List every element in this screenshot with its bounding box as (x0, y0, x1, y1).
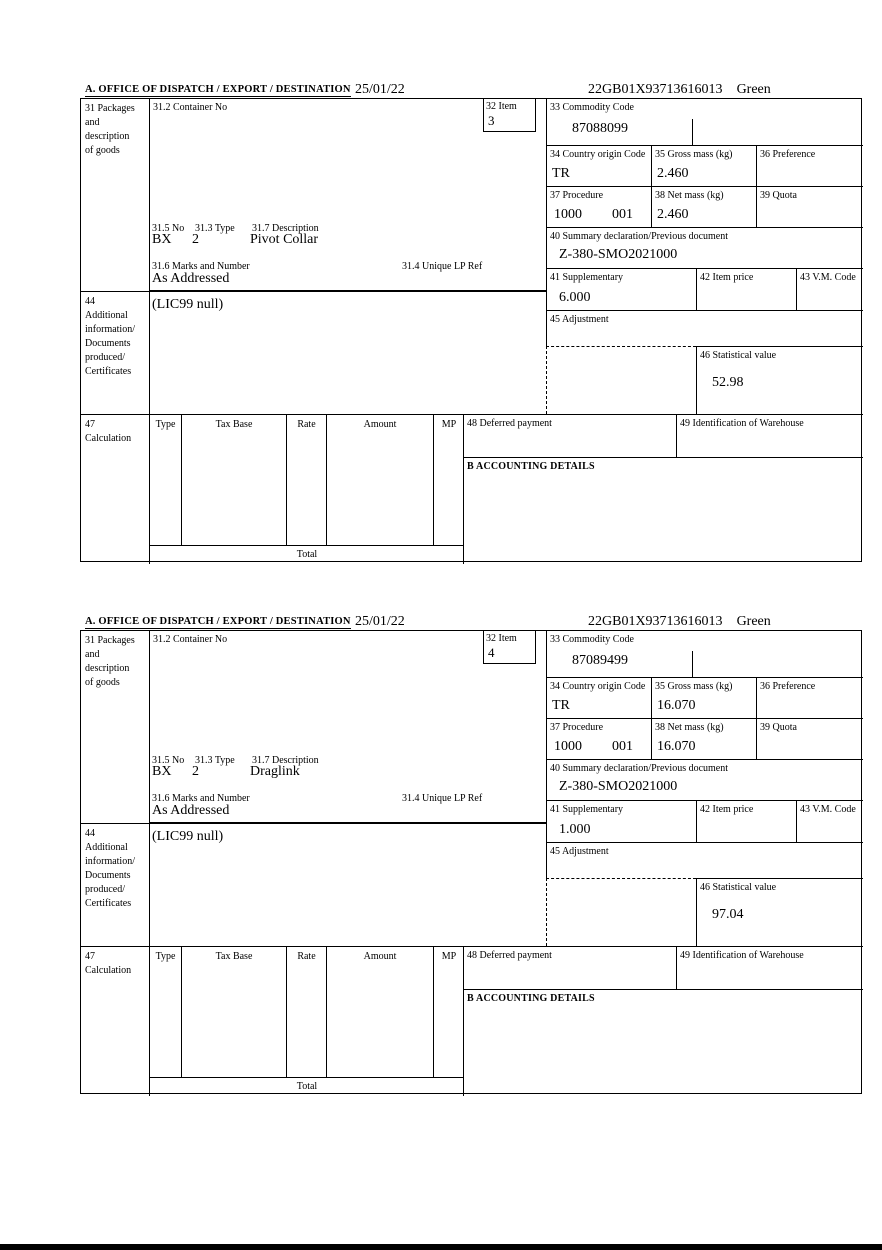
declaration-item-section (0, 614, 882, 1146)
section-header (0, 614, 882, 630)
box42-item-price (696, 269, 796, 311)
box49-warehouse-identification (676, 947, 863, 989)
country-origin-value: TR (552, 166, 570, 181)
summary-declaration-label: 40 Summary declaration/Previous document (550, 763, 729, 774)
box31-label-line: 31 Packages (85, 635, 135, 646)
box31-packages-label (81, 99, 149, 291)
mrn-number: 22GB01X93713616013 (588, 82, 723, 97)
box44-label-line: produced/ (85, 352, 125, 363)
marks-and-number-label: 31.6 Marks and Number (152, 793, 250, 804)
box31-label-line: of goods (85, 677, 120, 688)
box39-quota (756, 187, 863, 228)
tax-column-type: Type (150, 415, 182, 545)
item-number-value: 3 (488, 113, 495, 128)
commodity-code-value: 87089499 (572, 653, 628, 668)
commodity-code-label: 33 Commodity Code (550, 102, 634, 113)
box33-commodity-code (546, 631, 863, 678)
gross-mass-value: 16.070 (657, 698, 696, 713)
box31-label-line: of goods (85, 145, 120, 156)
commodity-code-value: 87088099 (572, 121, 628, 136)
package-type-value: 2 (192, 764, 199, 779)
adjustment-label: 45 Adjustment (550, 846, 609, 857)
box36-preference (756, 678, 863, 719)
accounting-details-area (463, 457, 863, 564)
box44-additional-info-area (149, 291, 546, 414)
box35-gross-mass (651, 678, 756, 719)
package-no-value: BX (152, 232, 172, 247)
marks-and-number-value: As Addressed (152, 803, 230, 818)
country-origin-label: 34 Country origin Code (550, 149, 646, 160)
dashed-spare-area (546, 346, 696, 414)
net-mass-label: 38 Net mass (kg) (655, 722, 724, 733)
procedure-value (554, 739, 633, 755)
box47-calculation-row (81, 414, 863, 563)
item-label: 32 Item (486, 101, 517, 112)
box35-gross-mass (651, 146, 756, 187)
box44-label-line: Additional (85, 842, 128, 853)
box47-label-line: Calculation (85, 965, 132, 976)
country-origin-value: TR (552, 698, 570, 713)
tax-column-amount: Amount (327, 947, 434, 1077)
declaration-item-section (0, 82, 882, 614)
box44-label-line: Documents (85, 338, 131, 349)
net-mass-label: 38 Net mass (kg) (655, 190, 724, 201)
goods-description-label: 31.7 Description (252, 223, 319, 234)
section-header (0, 82, 882, 98)
box38-net-mass (651, 719, 756, 760)
procedure-code: 1000 (554, 739, 582, 754)
package-no-label: 31.5 No (152, 755, 185, 766)
statistical-value: 97.04 (712, 907, 744, 922)
page-bottom-edge (0, 1244, 882, 1250)
item-label: 32 Item (486, 633, 517, 644)
commodity-code-divider (692, 651, 693, 677)
vm-code-label: 43 V.M. Code (800, 804, 856, 815)
box46-statistical-value (696, 878, 863, 946)
tax-calculation-table (149, 947, 463, 1096)
tax-calculation-table (149, 415, 463, 564)
routing-channel: Green (736, 82, 771, 97)
box44-label-line: information/ (85, 856, 135, 867)
tax-column-tax-base: Tax Base (182, 947, 287, 1077)
supplementary-value: 1.000 (559, 822, 591, 837)
accounting-details-label: B ACCOUNTING DETAILS (467, 993, 595, 1004)
previous-document-value: Z-380-SMO2021000 (559, 247, 678, 262)
box31-label-line: description (85, 131, 130, 142)
statistical-value: 52.98 (712, 375, 744, 390)
box38-net-mass (651, 187, 756, 228)
box49-warehouse-identification (676, 415, 863, 457)
procedure-suffix: 001 (612, 207, 633, 222)
tax-column-rate: Rate (287, 415, 327, 545)
item-number-value: 4 (488, 645, 495, 660)
declaration-sections (0, 82, 882, 1146)
supplementary-label: 41 Supplementary (550, 804, 624, 815)
box41-supplementary (546, 801, 696, 843)
box47-label-line: Calculation (85, 433, 132, 444)
tax-column-amount: Amount (327, 415, 434, 545)
package-no-value: BX (152, 764, 172, 779)
item-detail-grid (80, 630, 862, 1094)
box42-item-price (696, 801, 796, 843)
dispatch-date: 25/01/22 (355, 82, 405, 97)
box32-item (483, 631, 536, 664)
summary-declaration-label: 40 Summary declaration/Previous document (550, 231, 729, 242)
box31-label-line: 31 Packages (85, 103, 135, 114)
quota-label: 39 Quota (760, 722, 797, 733)
item-detail-grid (80, 98, 862, 562)
procedure-code: 1000 (554, 207, 582, 222)
marks-and-number-value: As Addressed (152, 271, 230, 286)
accounting-details-label: B ACCOUNTING DETAILS (467, 461, 595, 472)
container-no-label: 31.2 Container No (153, 634, 228, 645)
commodity-code-label: 33 Commodity Code (550, 634, 634, 645)
box39-quota (756, 719, 863, 760)
deferred-payment-label: 48 Deferred payment (467, 418, 552, 429)
box31-label-line: and (85, 117, 100, 128)
box46-statistical-value (696, 346, 863, 414)
item-price-label: 42 Item price (700, 804, 754, 815)
quota-label: 39 Quota (760, 190, 797, 201)
warehouse-identification-label: 49 Identification of Warehouse (680, 418, 804, 429)
box31-packages-label (81, 631, 149, 823)
package-type-value: 2 (192, 232, 199, 247)
box44-additional-info-label (81, 823, 149, 946)
goods-description-value: Draglink (250, 764, 300, 779)
box44-additional-info-label (81, 291, 149, 414)
procedure-suffix: 001 (612, 739, 633, 754)
statistical-value-label: 46 Statistical value (700, 882, 777, 893)
procedure-label: 37 Procedure (550, 190, 604, 201)
net-mass-value: 16.070 (657, 739, 696, 754)
box31-label-line: description (85, 663, 130, 674)
preference-label: 36 Preference (760, 681, 816, 692)
box47-calculation-row (81, 946, 863, 1095)
tax-column-rate: Rate (287, 947, 327, 1077)
movement-reference (588, 614, 771, 630)
office-of-dispatch-heading: A. OFFICE OF DISPATCH / EXPORT / DESTINATION (85, 616, 351, 627)
procedure-label: 37 Procedure (550, 722, 604, 733)
box41-supplementary (546, 269, 696, 311)
box44-label-line: Documents (85, 870, 131, 881)
deferred-payment-label: 48 Deferred payment (467, 950, 552, 961)
tax-column-type: Type (150, 947, 182, 1077)
dashed-spare-area (546, 878, 696, 946)
box48-deferred-payment (463, 415, 676, 457)
box45-adjustment (546, 311, 863, 346)
box44-additional-info-area (149, 823, 546, 946)
box37-procedure (546, 719, 651, 760)
dispatch-date: 25/01/22 (355, 614, 405, 629)
box36-preference (756, 146, 863, 187)
net-mass-value: 2.460 (657, 207, 689, 222)
container-no-label: 31.2 Container No (153, 102, 228, 113)
goods-description-label: 31.7 Description (252, 755, 319, 766)
box44-label-line: Additional (85, 310, 128, 321)
vm-code-label: 43 V.M. Code (800, 272, 856, 283)
warehouse-identification-label: 49 Identification of Warehouse (680, 950, 804, 961)
unique-lp-ref-label: 31.4 Unique LP Ref (402, 261, 483, 272)
box31-label-line: and (85, 649, 100, 660)
box44-label-line: information/ (85, 324, 135, 335)
box37-procedure (546, 187, 651, 228)
routing-channel: Green (736, 614, 771, 629)
unique-lp-ref-label: 31.4 Unique LP Ref (402, 793, 483, 804)
previous-document-value: Z-380-SMO2021000 (559, 779, 678, 794)
tax-total-row: Total (150, 545, 464, 564)
box44-label-line: 44 (85, 828, 95, 839)
office-of-dispatch-heading: A. OFFICE OF DISPATCH / EXPORT / DESTINATION (85, 84, 351, 95)
package-no-label: 31.5 No (152, 223, 185, 234)
additional-info-value: (LIC99 null) (152, 829, 224, 844)
box47-label-line: 47 (85, 419, 95, 430)
marks-and-number-label: 31.6 Marks and Number (152, 261, 250, 272)
tax-column-mp: MP (441, 951, 457, 962)
mrn-number: 22GB01X93713616013 (588, 614, 723, 629)
goods-description-value: Pivot Collar (250, 232, 319, 247)
gross-mass-value: 2.460 (657, 166, 689, 181)
box47-calculation-label (81, 947, 149, 1096)
country-origin-label: 34 Country origin Code (550, 681, 646, 692)
statistical-value-label: 46 Statistical value (700, 350, 777, 361)
box44-label-line: Certificates (85, 898, 132, 909)
box43-vm-code (796, 801, 863, 843)
box43-vm-code (796, 269, 863, 311)
box34-country-origin (546, 678, 651, 719)
box33-commodity-code (546, 99, 863, 146)
package-type-label: 31.3 Type (195, 755, 235, 766)
movement-reference (588, 82, 771, 98)
tax-column-tax-base: Tax Base (182, 415, 287, 545)
additional-info-value: (LIC99 null) (152, 297, 224, 312)
tax-total-row: Total (150, 1077, 464, 1096)
box40-summary-declaration (546, 228, 863, 269)
commodity-code-divider (692, 119, 693, 145)
supplementary-value: 6.000 (559, 290, 591, 305)
preference-label: 36 Preference (760, 149, 816, 160)
box48-deferred-payment (463, 947, 676, 989)
box32-item (483, 99, 536, 132)
box47-label-line: 47 (85, 951, 95, 962)
box45-adjustment (546, 843, 863, 878)
box44-label-line: 44 (85, 296, 95, 307)
adjustment-label: 45 Adjustment (550, 314, 609, 325)
box34-country-origin (546, 146, 651, 187)
tax-column-mp: MP (441, 419, 457, 430)
procedure-value (554, 207, 633, 223)
package-type-label: 31.3 Type (195, 223, 235, 234)
gross-mass-label: 35 Gross mass (kg) (655, 681, 733, 692)
box44-label-line: produced/ (85, 884, 125, 895)
gross-mass-label: 35 Gross mass (kg) (655, 149, 733, 160)
box44-label-line: Certificates (85, 366, 132, 377)
item-price-label: 42 Item price (700, 272, 754, 283)
box40-summary-declaration (546, 760, 863, 801)
box47-calculation-label (81, 415, 149, 564)
supplementary-label: 41 Supplementary (550, 272, 624, 283)
accounting-details-area (463, 989, 863, 1096)
